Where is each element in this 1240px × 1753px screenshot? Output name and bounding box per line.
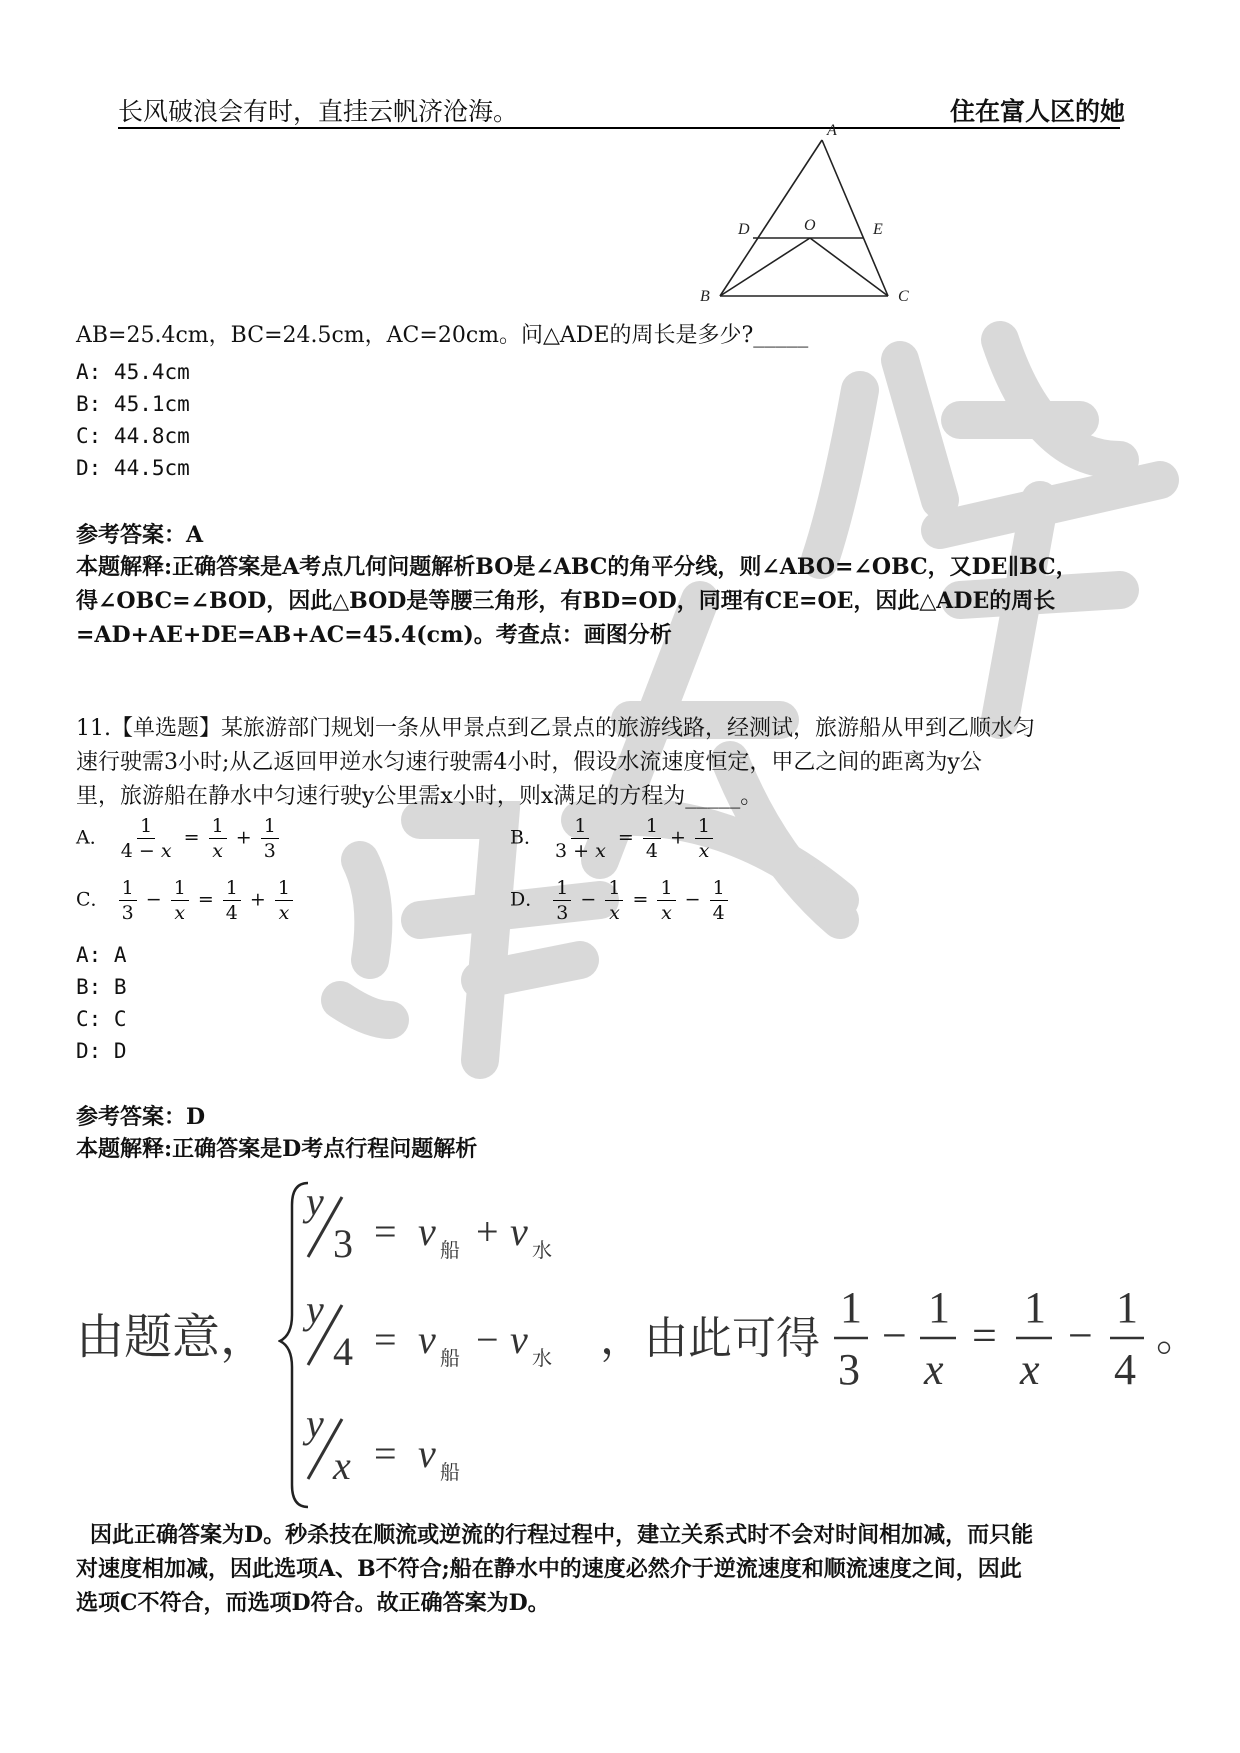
formula-label: B． [510,826,543,849]
answer-label: 参考答案： [76,1104,187,1130]
answer-label: 参考答案： [76,522,187,548]
formula-label: A． [76,826,109,849]
derivation-result [830,1280,1210,1400]
label-D: D [738,221,750,238]
svg-text:−: − [882,1311,907,1360]
q10-option-c: C: 44.8cm [76,424,190,448]
q11-option-b: B: B [76,975,127,999]
answer-value: A [186,522,204,548]
q10-stem: AB=25.4cm，BC=24.5cm，AC=20cm。问△ADE的周长是多少?_____ [76,323,809,348]
svg-text:4: 4 [333,1329,353,1374]
q11-stem [76,712,1176,814]
q10-answer [76,518,203,552]
label-A: A [827,122,837,139]
q11-option-d: D: D [76,1039,127,1063]
conclusion-line: 对速度相加减，因此选项A、B不符合;船在静水中的速度必然介于逆流速度和顺流速度之间，因此 [76,1556,1022,1582]
explanation-line: 得∠OBC=∠BOD，因此△BOD是等腰三角形，有BD=OD，同理有CE=OE，因此△ADE的周长 [76,588,1056,614]
q10-option-d: D: 44.5cm [76,456,190,480]
derivation-prefix: 由题意， [76,1311,269,1364]
svg-text:=: = [374,1209,397,1254]
sub-water: 水 [532,1240,552,1262]
svg-text:v: v [510,1317,528,1362]
svg-text:x: x [1020,1345,1040,1394]
sub-boat: 船 [440,1348,460,1370]
q11-explanation [76,1132,477,1166]
svg-text:=: = [374,1317,397,1362]
explanation-line: =AD+AE+DE=AB+AC=45.4(cm)。考查点：画图分析 [76,622,672,648]
header-motto: 长风破浪会有时，直挂云帆济沧海。 [118,97,519,126]
header-title: 住在富人区的她 [949,97,1125,126]
label-C: C [898,288,909,305]
svg-text:v: v [418,1431,436,1476]
svg-text:1: 1 [840,1283,862,1332]
explanation-line: 正确答案是A考点几何问题解析BO是∠ABC的角平分线，则∠ABO=∠OBC，又DE∥BC， [172,554,1078,580]
stem-line: 11.【单选题】某旅游部门规划一条从甲景点到乙景点的旅游线路，经测试，旅游船从甲到乙顺水匀 [76,716,1035,741]
stem-line: 速行驶需3小时;从乙返回甲逆水匀速行驶需4小时，假设水流速度恒定，甲乙之间的距离为y公 [76,750,982,775]
svg-text:y: y [306,1179,324,1224]
q11-option-c: C: C [76,1007,127,1031]
explanation-line: 正确答案是D考点行程问题解析 [172,1136,478,1162]
svg-text:3: 3 [333,1221,353,1266]
sub-boat: 船 [440,1462,460,1484]
svg-text:+: + [476,1209,499,1254]
svg-text:x: x [333,1443,351,1488]
svg-text:x: x [924,1345,944,1394]
q11-formula-option-c: C． $\frac{1}{3}$ − $\frac{1}{x}$ = $\frac{1}{4}$ + $\frac{1}{x}$ [76,876,296,925]
q11-formula-option-d: D． $\frac{1}{3}$ − $\frac{1}{x}$ = $\frac{1}{x}$ − $\frac{1}{4}$ [510,876,731,925]
explanation-label: 本题解释: [76,554,173,580]
q10-explanation [76,550,1156,652]
svg-text:1: 1 [1024,1283,1046,1332]
stem-line: 里，旅游船在静水中匀速行驶y公里需x小时，则x满足的方程为_____。 [76,784,763,809]
equation-system [278,1175,638,1515]
q11-conclusion [76,1518,1170,1620]
svg-text:=: = [374,1431,397,1476]
label-O: O [804,217,816,234]
formula-label: D． [510,888,545,911]
svg-text:1: 1 [928,1283,950,1332]
svg-text:y: y [306,1287,324,1332]
answer-value: D [186,1104,206,1130]
conclusion-line: 选项C不符合，而选项D符合。故正确答案为D。 [76,1590,550,1616]
triangle-diagram [700,120,1030,320]
svg-text:−: − [476,1317,499,1362]
sub-water: 水 [532,1348,552,1370]
watermark [300,300,1200,1100]
svg-text:v: v [510,1209,528,1254]
svg-text:=: = [972,1311,997,1360]
derivation-suffix: 。 [1156,1311,1200,1360]
segment-BO [720,238,810,296]
svg-text:1: 1 [1116,1283,1138,1332]
svg-text:4: 4 [1114,1345,1136,1394]
formula-label: C． [76,888,110,911]
conclusion-line: 因此正确答案为D。秒杀技在顺流或逆流的行程过程中，建立关系式时不会对时间相加减，而只能 [90,1522,1034,1548]
label-B: B [700,288,710,305]
edge-AC [822,140,888,296]
q10-option-b: B: 45.1cm [76,392,190,416]
svg-text:3: 3 [838,1345,860,1394]
q11-option-a: A: A [76,943,127,967]
svg-text:−: − [1068,1311,1093,1360]
svg-text:v: v [418,1209,436,1254]
q11-formula-option-a: A． $\frac{1}{4 - x}$ = $\frac{1}{x}$ + $\frac{1}{3}$ [76,814,282,863]
explanation-label: 本题解释: [76,1136,173,1162]
label-E: E [873,221,883,238]
q11-answer [76,1100,205,1134]
q10-option-a: A: 45.4cm [76,360,190,384]
derivation-mid: ，由此可得 [600,1314,820,1363]
q11-formula-option-b: B． $\frac{1}{3 + x}$ = $\frac{1}{4}$ + $\frac{1}{x}$ [510,814,716,863]
svg-text:v: v [418,1317,436,1362]
svg-text:y: y [306,1401,324,1446]
sub-boat: 船 [440,1240,460,1262]
